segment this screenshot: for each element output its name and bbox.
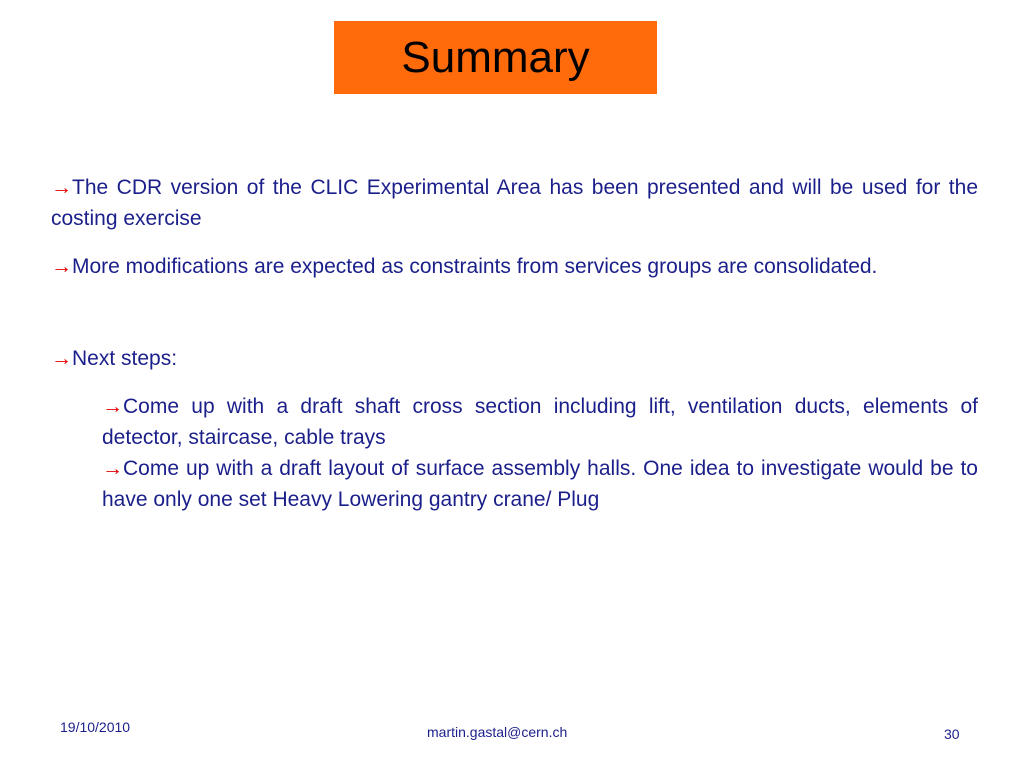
bullet-text: More modifications are expected as constraints from services groups are consolidated.	[72, 255, 878, 278]
right-arrow-icon: →	[102, 395, 123, 418]
bullet-item	[51, 172, 978, 234]
right-arrow-icon: →	[51, 255, 72, 278]
bullet-text: The CDR version of the CLIC Experimental Area has been presented and will be used for the costing exercise	[51, 176, 978, 230]
spacer	[51, 282, 978, 343]
sub-bullet-text: Come up with a draft shaft cross section including lift, ventilation ducts, elements of detector, staircase, cable trays	[102, 395, 978, 449]
slide-body	[51, 172, 978, 515]
sub-bullet-text: Come up with a draft layout of surface assembly halls. One idea to investigate would be to have only one set Heavy Lowering gantry crane/ Plug	[102, 457, 978, 511]
page-number: 30	[944, 726, 960, 742]
title-banner	[334, 21, 657, 94]
slide-title: Summary	[401, 32, 590, 82]
right-arrow-icon: →	[51, 347, 72, 370]
right-arrow-icon: →	[51, 176, 72, 199]
next-steps-heading	[51, 343, 978, 374]
bullet-item	[51, 251, 978, 282]
footer-email: martin.gastal@cern.ch	[427, 724, 568, 740]
footer-date: 19/10/2010	[60, 719, 131, 735]
sub-bullet-item	[102, 391, 978, 453]
sub-bullet-item	[102, 453, 978, 515]
right-arrow-icon: →	[102, 457, 123, 480]
next-steps-label: Next steps:	[72, 347, 178, 370]
